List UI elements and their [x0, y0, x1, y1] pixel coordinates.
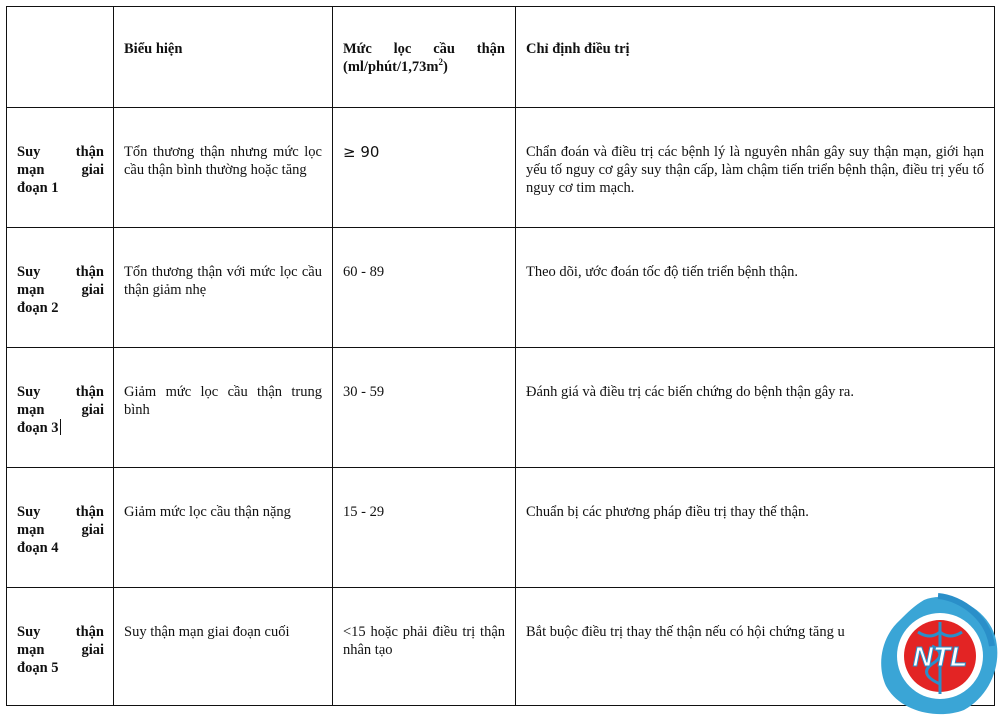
- stage-line: Suy thận: [17, 384, 104, 400]
- stage-line: mạn giai: [17, 642, 104, 658]
- gfr-cell: 30 - 59: [343, 384, 385, 400]
- header-symptoms: Biểu hiện: [124, 41, 183, 57]
- stage-line: Suy thận: [17, 624, 104, 640]
- stage-label: [7, 588, 113, 677]
- stage-line: đoạn 5: [17, 660, 59, 676]
- stage-line: mạn giai: [17, 162, 104, 178]
- symptoms-cell: Suy thận mạn giai đoạn cuối: [124, 624, 290, 640]
- header-gfr-unit-prefix: (ml/phút/1,73m: [343, 59, 439, 75]
- stage-line-text: đoạn 3: [17, 420, 59, 436]
- stage-line: [17, 419, 104, 437]
- header-gfr-cell: [333, 7, 516, 108]
- gfr-cell: ≥ 90: [343, 143, 380, 161]
- table-row: [7, 348, 995, 468]
- stage-line: mạn giai: [17, 402, 104, 418]
- stage-line: Suy thận: [17, 144, 104, 160]
- header-symptoms-cell: [114, 7, 333, 108]
- stage-line: đoạn 2: [17, 300, 59, 316]
- stage-label: [7, 228, 113, 317]
- header-treatment: Chỉ định điều trị: [526, 41, 630, 57]
- symptoms-cell: Giảm mức lọc cầu thận nặng: [124, 504, 291, 520]
- table-row: [7, 468, 995, 588]
- gfr-cell: <15 hoặc phải điều trị thận nhân tạo: [343, 624, 505, 658]
- stage-line: mạn giai: [17, 522, 104, 538]
- treatment-cell: Chẩn đoán và điều trị các bệnh lý là nguyên nhân gây suy thận mạn, giới hạn yếu tố nguy cơ gây suy thận cấp, làm chậm tiến triển bệnh thận, điều trị yếu tố nguy cơ tim mạch.: [526, 144, 984, 196]
- treatment-cell: Chuẩn bị các phương pháp điều trị thay thế thận.: [526, 504, 809, 520]
- treatment-cell: Theo dõi, ước đoán tốc độ tiến triển bệnh thận.: [526, 264, 799, 280]
- stage-label: [7, 348, 113, 437]
- treatment-cell: Đánh giá và điều trị các biến chứng do bệnh thận gây ra.: [526, 384, 854, 400]
- header-treatment-cell: [516, 7, 995, 108]
- stage-line: mạn giai: [17, 282, 104, 298]
- text-cursor: [60, 419, 61, 435]
- logo-text: NTL: [912, 641, 968, 672]
- gfr-cell: 60 - 89: [343, 264, 385, 280]
- table-row: [7, 228, 995, 348]
- table-header-row: [7, 7, 995, 108]
- header-gfr-line1: Mức lọc cầu thận: [343, 41, 505, 57]
- table-row: [7, 108, 995, 228]
- stage-line: đoạn 4: [17, 540, 59, 556]
- stage-line: Suy thận: [17, 264, 104, 280]
- stage-label: [7, 468, 113, 557]
- symptoms-cell: Giảm mức lọc cầu thận trung bình: [124, 384, 322, 418]
- treatment-cell: Bắt buộc điều trị thay thế thận nếu có hội chứng tăng u: [526, 624, 845, 640]
- header-stage-cell: [7, 7, 114, 108]
- header-gfr-unit-sup: 2: [438, 57, 443, 68]
- header-gfr-unit-suffix: ): [442, 59, 448, 75]
- stage-line: đoạn 1: [17, 180, 59, 196]
- stage-label: [7, 108, 113, 197]
- table-row: [7, 588, 995, 706]
- ntl-logo: [878, 592, 1000, 716]
- ckd-stage-table: [6, 6, 995, 706]
- gfr-cell: 15 - 29: [343, 504, 385, 520]
- stage-line: Suy thận: [17, 504, 104, 520]
- symptoms-cell: Tổn thương thận nhưng mức lọc cầu thận bình thường hoặc tăng: [124, 144, 322, 178]
- symptoms-cell: Tổn thương thận với mức lọc cầu thận giảm nhẹ: [124, 264, 322, 298]
- header-gfr: [333, 7, 515, 76]
